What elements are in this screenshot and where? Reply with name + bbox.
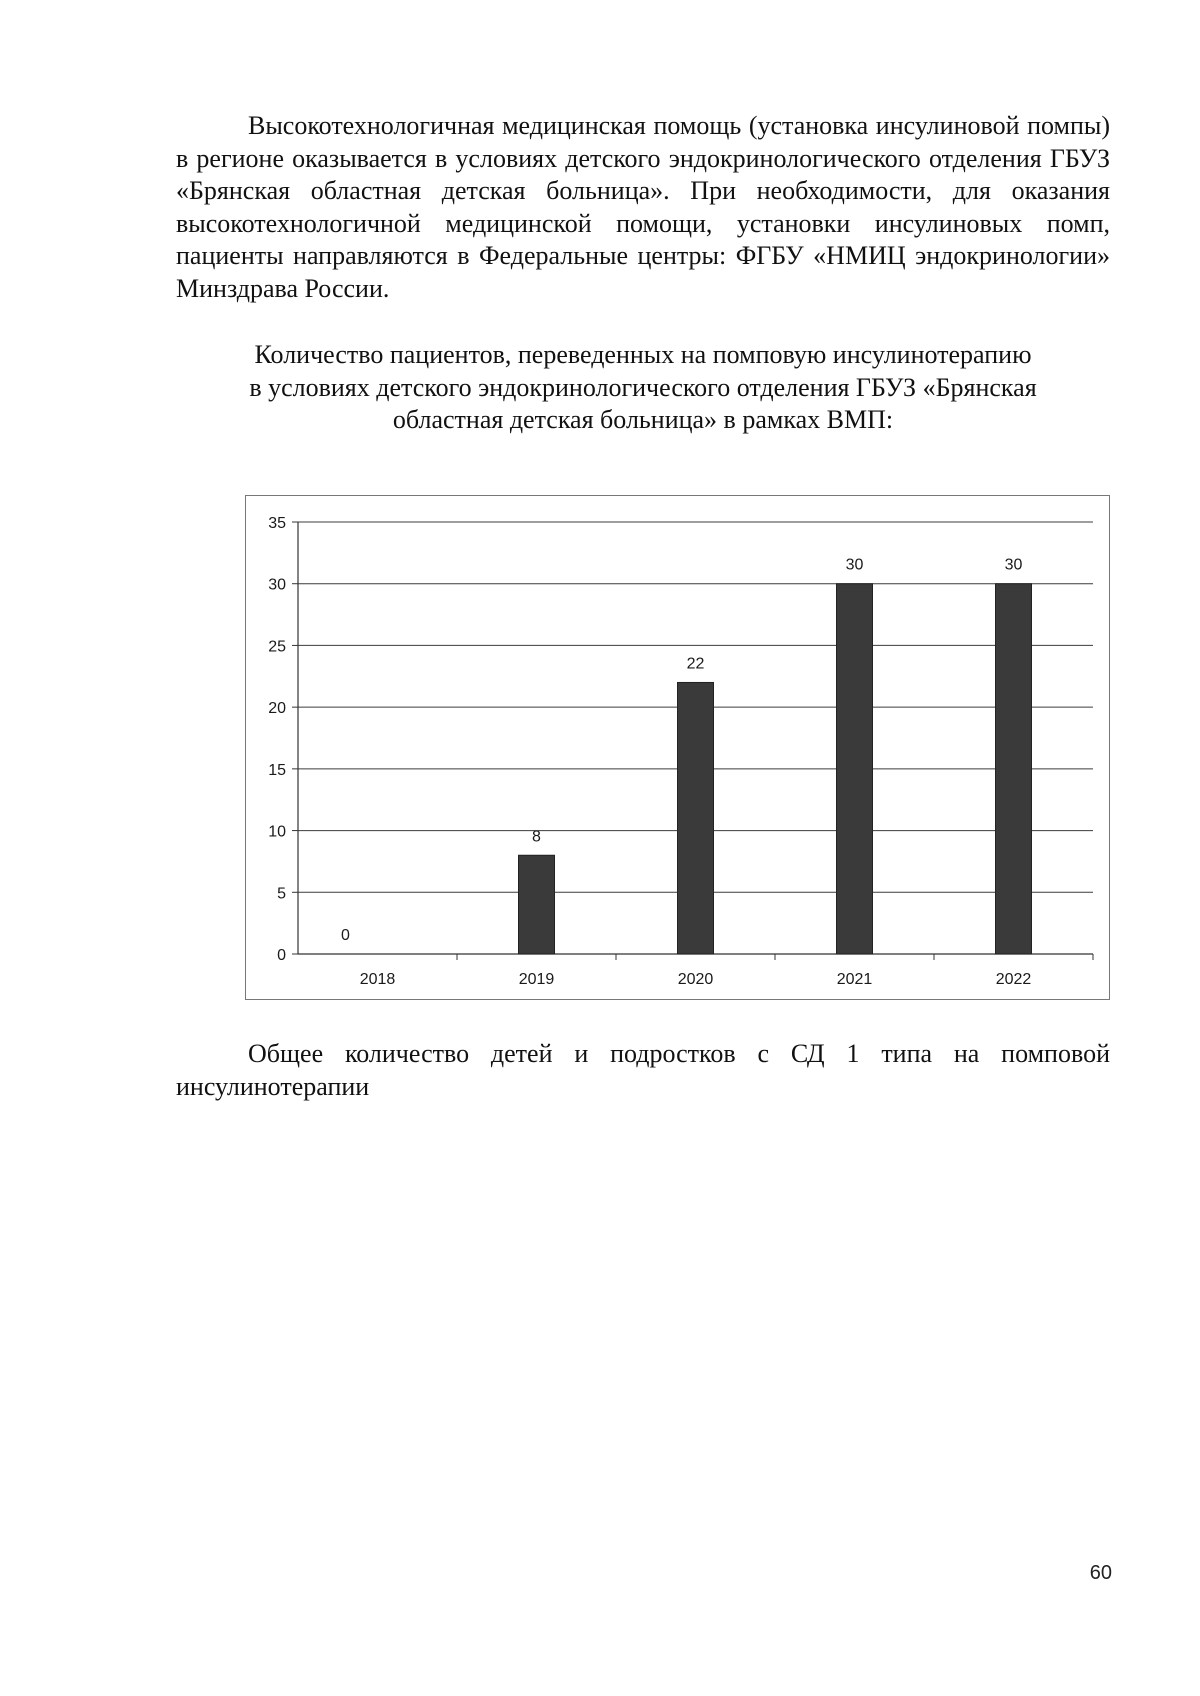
chart-caption-line-3: областная детская больница» в рамках ВМП: (392, 405, 894, 434)
bar-chart (245, 495, 1110, 1000)
intro-text: Высокотехнологичная медицинская помощь (установка инсулиновой помпы) в регионе оказывается в условиях детского эндокринологического отделения ГБУЗ «Брянская областная детская больница». При необходимости, для оказания высокотехнологичной медицинской помощи, установки инсулиновых помп, пациенты направляются в Федеральные центры: ФГБУ «НМИЦ эндокринологии» Минздрава России. (176, 111, 1110, 303)
bar-2022 (996, 584, 1032, 954)
chart-caption-line-2: в условиях детского эндокринологического отделения ГБУЗ «Брянская (249, 372, 1037, 402)
chart-caption-line-1: Количество пациентов, переведенных на помповую инсулинотерапию (254, 340, 1032, 369)
y-tick-label: 25 (268, 638, 286, 656)
y-tick-label: 20 (268, 700, 286, 718)
data-label: 8 (532, 828, 541, 846)
data-label: 30 (845, 556, 864, 574)
x-category-label: 2019 (518, 971, 555, 988)
x-category-label: 2020 (677, 971, 714, 988)
chart-caption (176, 339, 1110, 437)
data-label: 30 (1004, 556, 1023, 574)
data-label: 22 (686, 655, 705, 673)
y-tick-label: 10 (268, 823, 286, 841)
y-tick-label: 15 (268, 761, 286, 779)
x-category-label: 2021 (836, 971, 873, 988)
summary-text: Общее количество детей и подростков с СД 1 типа на помповой инсулинотерапии (176, 1039, 1110, 1101)
y-tick-label: 35 (268, 515, 286, 532)
x-category-label: 2018 (359, 971, 396, 988)
intro-paragraph (176, 110, 1110, 305)
data-label: 0 (341, 927, 350, 944)
bar-chart-canvas (246, 496, 1108, 998)
y-tick-label: 30 (268, 576, 286, 594)
y-tick-label: 5 (277, 885, 286, 903)
bar-2020 (678, 682, 714, 954)
summary-paragraph (176, 1038, 1110, 1103)
page-number: 60 (1089, 1562, 1112, 1584)
x-category-label: 2022 (995, 971, 1032, 988)
bar-2021 (837, 584, 873, 954)
y-tick-label: 0 (277, 947, 286, 964)
bar-2019 (519, 855, 555, 954)
